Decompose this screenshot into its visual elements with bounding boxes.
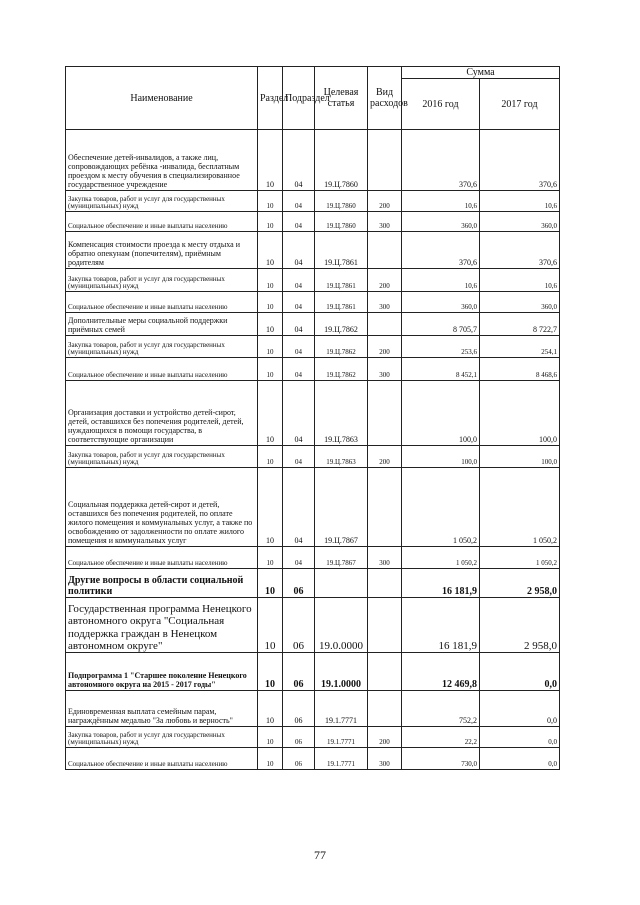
cell-2017: 8 468,6 xyxy=(480,358,560,381)
table-row xyxy=(66,446,560,468)
cell-section: 10 xyxy=(258,292,283,313)
cell-subsection: 06 xyxy=(283,598,315,653)
header-2017: 2017 год xyxy=(480,79,560,130)
cell-name: Социальная поддержка детей-сирот и детей, оставшихся без попечения родителей, по оплате жилого помещения и коммунальных услуг, а также по освобождению от задолженности по оплате жилого помещения и коммунальных услуг xyxy=(66,468,258,547)
cell-expense-type xyxy=(368,598,402,653)
cell-2017: 360,0 xyxy=(480,292,560,313)
table-row xyxy=(66,191,560,212)
cell-subsection: 04 xyxy=(283,547,315,569)
cell-subsection: 04 xyxy=(283,313,315,336)
header-target: Целевая статья xyxy=(315,67,368,130)
table-row xyxy=(66,748,560,770)
table-row xyxy=(66,130,560,191)
cell-section: 10 xyxy=(258,269,283,292)
cell-expense-type: 200 xyxy=(368,336,402,358)
cell-2017: 370,6 xyxy=(480,130,560,191)
cell-expense-type xyxy=(368,313,402,336)
cell-expense-type: 200 xyxy=(368,269,402,292)
cell-target: 19.Ц.7860 xyxy=(315,191,368,212)
cell-section: 10 xyxy=(258,468,283,547)
cell-expense-type: 300 xyxy=(368,292,402,313)
cell-target: 19.Ц.7862 xyxy=(315,336,368,358)
cell-subsection: 04 xyxy=(283,358,315,381)
header-name: Наименование xyxy=(66,67,258,130)
cell-section: 10 xyxy=(258,130,283,191)
cell-name: Государственная программа Ненецкого автономного округа "Социальная поддержка граждан в Ненецком автономном округе" xyxy=(66,598,258,653)
table-row xyxy=(66,598,560,653)
cell-2016: 370,6 xyxy=(402,130,480,191)
cell-name: Социальное обеспечение и иные выплаты населению xyxy=(66,292,258,313)
cell-section: 10 xyxy=(258,336,283,358)
cell-2017: 100,0 xyxy=(480,381,560,446)
cell-subsection: 04 xyxy=(283,212,315,232)
cell-section: 10 xyxy=(258,569,283,598)
cell-section: 10 xyxy=(258,748,283,770)
cell-2017: 0,0 xyxy=(480,748,560,770)
cell-name: Подпрограмма 1 "Старшее поколение Ненецкого автономного округа на 2015 - 2017 годы" xyxy=(66,653,258,691)
cell-expense-type: 300 xyxy=(368,547,402,569)
cell-name: Организация доставки и устройство детей-сирот, детей, оставшихся без попечения родителей, детей, нуждающихся в помощи государства, в соответствующие организации xyxy=(66,381,258,446)
cell-expense-type xyxy=(368,653,402,691)
cell-2017: 254,1 xyxy=(480,336,560,358)
table-row xyxy=(66,269,560,292)
table-row xyxy=(66,313,560,336)
cell-section: 10 xyxy=(258,547,283,569)
cell-section: 10 xyxy=(258,598,283,653)
table-row xyxy=(66,336,560,358)
cell-target: 19.Ц.7863 xyxy=(315,446,368,468)
cell-subsection: 04 xyxy=(283,130,315,191)
cell-2016: 12 469,8 xyxy=(402,653,480,691)
cell-section: 10 xyxy=(258,191,283,212)
cell-2016: 360,0 xyxy=(402,212,480,232)
cell-target: 19.Ц.7867 xyxy=(315,468,368,547)
header-section: Раздел xyxy=(258,67,283,130)
table-row xyxy=(66,468,560,547)
cell-expense-type xyxy=(368,569,402,598)
cell-subsection: 04 xyxy=(283,446,315,468)
header-expense-type: Вид расходов xyxy=(368,67,402,130)
cell-name: Компенсация стоимости проезда к месту отдыха и обратно опекунам (попечителям), приёмным родителям xyxy=(66,232,258,269)
table-row xyxy=(66,569,560,598)
cell-subsection: 06 xyxy=(283,569,315,598)
table-row xyxy=(66,691,560,727)
budget-table xyxy=(65,66,560,770)
cell-target: 19.Ц.7863 xyxy=(315,381,368,446)
cell-section: 10 xyxy=(258,381,283,446)
cell-2017: 8 722,7 xyxy=(480,313,560,336)
cell-subsection: 04 xyxy=(283,468,315,547)
cell-expense-type: 200 xyxy=(368,191,402,212)
cell-2016: 730,0 xyxy=(402,748,480,770)
cell-name: Другие вопросы в области социальной политики xyxy=(66,569,258,598)
cell-expense-type: 200 xyxy=(368,727,402,748)
table-row xyxy=(66,653,560,691)
cell-target: 19.0.0000 xyxy=(315,598,368,653)
cell-target xyxy=(315,569,368,598)
cell-target: 19.Ц.7861 xyxy=(315,269,368,292)
cell-2017: 2 958,0 xyxy=(480,598,560,653)
cell-expense-type: 300 xyxy=(368,748,402,770)
cell-expense-type: 300 xyxy=(368,358,402,381)
cell-2016: 100,0 xyxy=(402,446,480,468)
cell-2016: 360,0 xyxy=(402,292,480,313)
cell-section: 10 xyxy=(258,313,283,336)
cell-name: Социальное обеспечение и иные выплаты населению xyxy=(66,358,258,381)
cell-name: Обеспечение детей-инвалидов, а также лиц, сопровождающих ребёнка -инвалида, бесплатным проездом к месту обучения в специализированное государственное учреждение xyxy=(66,130,258,191)
cell-name: Закупка товаров, работ и услуг для государственных (муниципальных) нужд xyxy=(66,269,258,292)
cell-target: 19.1.0000 xyxy=(315,653,368,691)
cell-target: 19.Ц.7862 xyxy=(315,358,368,381)
cell-target: 19.1.7771 xyxy=(315,748,368,770)
cell-section: 10 xyxy=(258,358,283,381)
header-sum: Сумма xyxy=(402,67,560,79)
header-subsection: Подраздел xyxy=(283,67,315,130)
cell-2017: 0,0 xyxy=(480,653,560,691)
cell-subsection: 06 xyxy=(283,691,315,727)
cell-2016: 16 181,9 xyxy=(402,598,480,653)
cell-name: Закупка товаров, работ и услуг для государственных (муниципальных) нужд xyxy=(66,336,258,358)
cell-name: Закупка товаров, работ и услуг для государственных (муниципальных) нужд xyxy=(66,446,258,468)
cell-2016: 370,6 xyxy=(402,232,480,269)
cell-target: 19.Ц.7860 xyxy=(315,130,368,191)
cell-2017: 360,0 xyxy=(480,212,560,232)
cell-target: 19.Ц.7861 xyxy=(315,292,368,313)
cell-subsection: 06 xyxy=(283,727,315,748)
cell-expense-type xyxy=(368,232,402,269)
cell-2017: 100,0 xyxy=(480,446,560,468)
cell-section: 10 xyxy=(258,212,283,232)
cell-subsection: 04 xyxy=(283,381,315,446)
cell-name: Социальное обеспечение и иные выплаты населению xyxy=(66,547,258,569)
cell-name: Социальное обеспечение и иные выплаты населению xyxy=(66,748,258,770)
cell-subsection: 04 xyxy=(283,269,315,292)
cell-subsection: 04 xyxy=(283,232,315,269)
cell-name: Дополнительные меры социальной поддержки приёмных семей xyxy=(66,313,258,336)
cell-section: 10 xyxy=(258,446,283,468)
table-row xyxy=(66,727,560,748)
cell-section: 10 xyxy=(258,691,283,727)
cell-2016: 1 050,2 xyxy=(402,468,480,547)
cell-subsection: 04 xyxy=(283,292,315,313)
cell-name: Социальное обеспечение и иные выплаты населению xyxy=(66,212,258,232)
cell-expense-type xyxy=(368,130,402,191)
cell-target: 19.Ц.7861 xyxy=(315,232,368,269)
cell-target: 19.1.7771 xyxy=(315,691,368,727)
cell-2016: 8 452,1 xyxy=(402,358,480,381)
cell-2017: 1 050,2 xyxy=(480,468,560,547)
cell-2016: 22,2 xyxy=(402,727,480,748)
cell-expense-type xyxy=(368,691,402,727)
table-row xyxy=(66,232,560,269)
cell-section: 10 xyxy=(258,727,283,748)
cell-subsection: 04 xyxy=(283,336,315,358)
cell-subsection: 06 xyxy=(283,653,315,691)
cell-2016: 253,6 xyxy=(402,336,480,358)
cell-2016: 1 050,2 xyxy=(402,547,480,569)
cell-2017: 10,6 xyxy=(480,191,560,212)
table-row xyxy=(66,547,560,569)
table-row xyxy=(66,212,560,232)
cell-expense-type: 300 xyxy=(368,212,402,232)
cell-2016: 100,0 xyxy=(402,381,480,446)
cell-2017: 0,0 xyxy=(480,727,560,748)
cell-expense-type: 200 xyxy=(368,446,402,468)
cell-2016: 10,6 xyxy=(402,191,480,212)
cell-2017: 0,0 xyxy=(480,691,560,727)
cell-expense-type xyxy=(368,468,402,547)
table-row xyxy=(66,381,560,446)
cell-2017: 370,6 xyxy=(480,232,560,269)
cell-2016: 16 181,9 xyxy=(402,569,480,598)
cell-section: 10 xyxy=(258,653,283,691)
cell-2017: 10,6 xyxy=(480,269,560,292)
cell-name: Закупка товаров, работ и услуг для государственных (муниципальных) нужд xyxy=(66,727,258,748)
cell-name: Единовременная выплата семейным парам, награждённым медалью "За любовь и верность" xyxy=(66,691,258,727)
cell-target: 19.Ц.7860 xyxy=(315,212,368,232)
cell-name: Закупка товаров, работ и услуг для государственных (муниципальных) нужд xyxy=(66,191,258,212)
cell-2017: 1 050,2 xyxy=(480,547,560,569)
cell-subsection: 04 xyxy=(283,191,315,212)
cell-2016: 8 705,7 xyxy=(402,313,480,336)
cell-target: 19.Ц.7862 xyxy=(315,313,368,336)
table-row xyxy=(66,358,560,381)
cell-2016: 752,2 xyxy=(402,691,480,727)
cell-section: 10 xyxy=(258,232,283,269)
table-row xyxy=(66,292,560,313)
cell-subsection: 06 xyxy=(283,748,315,770)
cell-target: 19.Ц.7867 xyxy=(315,547,368,569)
cell-2017: 2 958,0 xyxy=(480,569,560,598)
header-2016: 2016 год xyxy=(402,79,480,130)
cell-2016: 10,6 xyxy=(402,269,480,292)
page-number: 77 xyxy=(314,848,326,862)
cell-expense-type xyxy=(368,381,402,446)
cell-target: 19.1.7771 xyxy=(315,727,368,748)
